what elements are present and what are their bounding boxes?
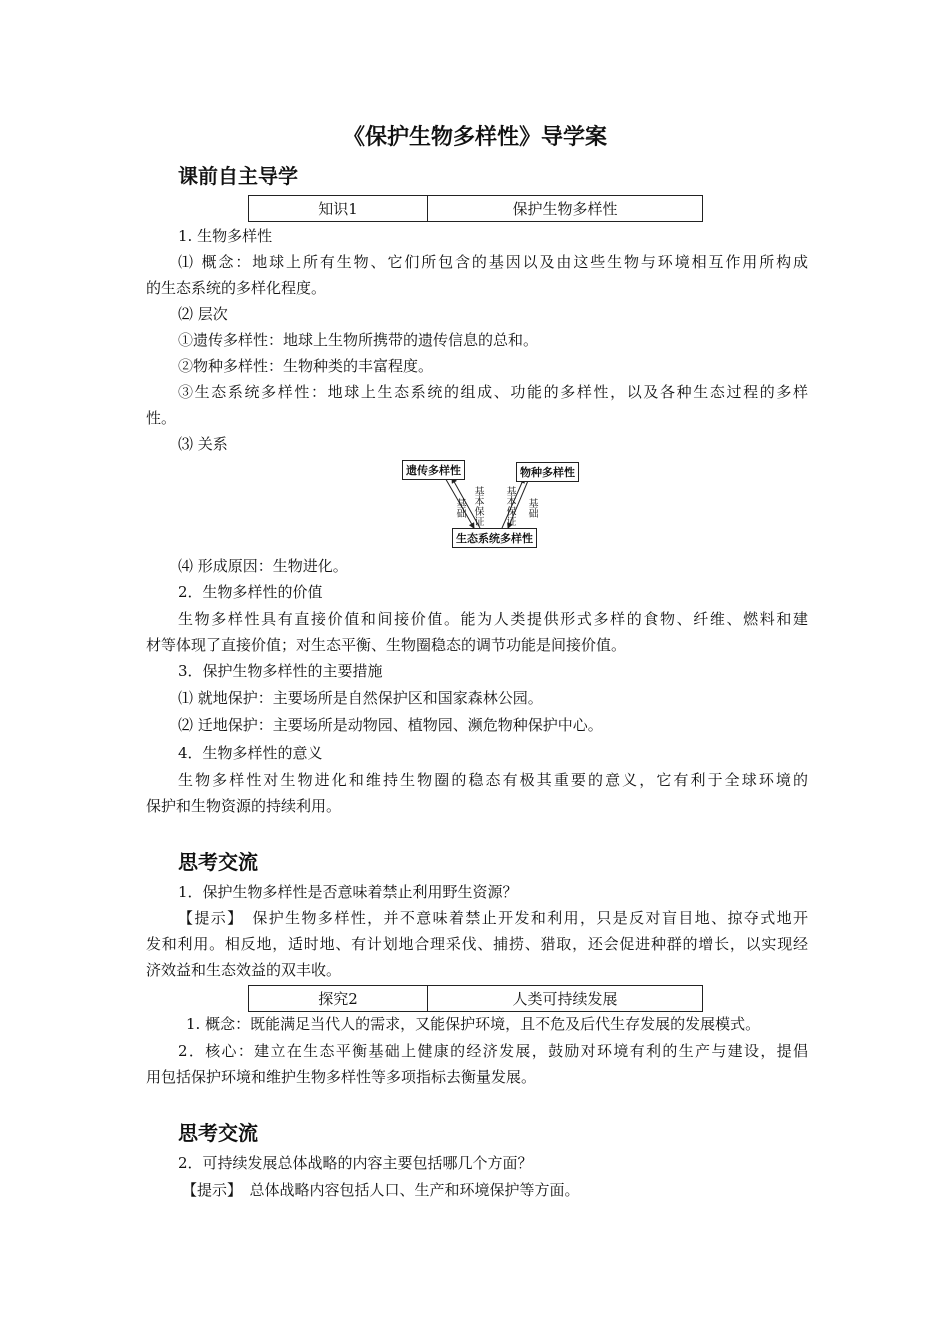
table-cell-inquiry-topic: 人类可持续发展 xyxy=(428,986,703,1012)
text-line: ⑷ 形成原因：生物进化。 xyxy=(178,557,348,575)
text-line: ⑶ 关系 xyxy=(178,435,228,453)
table-cell-inquiry-label: 探究2 xyxy=(249,986,428,1012)
text-line: 用包括保护环境和维护生物多样性等多项指标去衡量发展。 xyxy=(146,1068,537,1086)
text-line: 1．保护生物多样性是否意味着禁止利用野生资源？ xyxy=(178,883,518,901)
text-line: ①遗传多样性：地球上生物所携带的遗传信息的总和。 xyxy=(178,331,539,349)
text-line: 【提示】 保护生物多样性，并不意味着禁止开发和利用，只是反对盲目地、掠夺式地开 xyxy=(178,909,808,927)
text-line: 1. 概念：既能满足当代人的需求，又能保护环境，且不危及后代生存发展的发展模式。 xyxy=(186,1015,761,1033)
text-line: 济效益和生态效益的双丰收。 xyxy=(146,961,342,979)
text-line: 2．可持续发展总体战略的内容主要包括哪几个方面？ xyxy=(178,1154,533,1172)
text-line: 3．保护生物多样性的主要措施 xyxy=(178,662,383,680)
text-line: 材等体现了直接价值；对生态平衡、生物圈稳态的调节功能是间接价值。 xyxy=(146,636,627,654)
document-title: 《保护生物多样性》导学案 xyxy=(342,125,607,150)
diagram-box-species: 物种多样性 xyxy=(516,462,579,482)
table-cell-knowledge-topic: 保护生物多样性 xyxy=(428,196,703,222)
diagram-label-basis-right: 基础 xyxy=(526,498,537,518)
biodiversity-relationship-diagram xyxy=(398,458,588,550)
text-line: 4．生物多样性的意义 xyxy=(178,744,323,762)
text-line: ⑵ 层次 xyxy=(178,305,228,323)
text-line: 2．核心：建立在生态平衡基础上健康的经济发展，鼓励对环境有利的生产与建设，提倡 xyxy=(178,1042,808,1060)
text-line: 的生态系统的多样化程度。 xyxy=(146,279,327,297)
text-line: ②物种多样性：生物种类的丰富程度。 xyxy=(178,357,434,375)
text-line: ⑵ 迁地保护：主要场所是动物园、植物园、濒危物种保护中心。 xyxy=(178,716,603,734)
section-heading-preview: 课前自主导学 xyxy=(178,164,298,188)
text-line: 保护和生物资源的持续利用。 xyxy=(146,797,342,815)
diagram-box-genetic: 遗传多样性 xyxy=(402,460,465,480)
text-line: 生物多样性具有直接价值和间接价值。能为人类提供形式多样的食物、纤维、燃料和建 xyxy=(178,610,808,628)
diagram-label-guarantee-left: 基本保证 xyxy=(472,486,483,526)
text-line: 【提示】 总体战略内容包括人口、生产和环境保护等方面。 xyxy=(182,1181,580,1199)
diagram-label-guarantee-right: 基本保证 xyxy=(504,486,515,526)
diagram-box-ecosystem: 生态系统多样性 xyxy=(452,528,537,548)
knowledge-table xyxy=(248,195,703,222)
inquiry-table xyxy=(248,985,703,1012)
text-line: 2．生物多样性的价值 xyxy=(178,583,323,601)
text-line: ③生态系统多样性：地球上生态系统的组成、功能的多样性，以及各种生态过程的多样 xyxy=(178,383,808,401)
section-heading-discussion-2: 思考交流 xyxy=(178,1121,258,1145)
section-heading-discussion-1: 思考交流 xyxy=(178,850,258,874)
text-line: 性。 xyxy=(146,409,177,427)
table-cell-knowledge-label: 知识1 xyxy=(249,196,428,222)
text-line: 生物多样性对生物进化和维持生物圈的稳态有极其重要的意义，它有利于全球环境的 xyxy=(178,771,808,789)
text-line: 发和利用。相反地，适时地、有计划地合理采伐、捕捞、猎取，还会促进种群的增长，以实现经 xyxy=(146,935,808,953)
text-line: ⑴ 概念：地球上所有生物、它们所包含的基因以及由这些生物与环境相互作用所构成 xyxy=(178,253,808,271)
text-line: 1. 生物多样性 xyxy=(178,227,273,245)
diagram-label-basis-left: 基础 xyxy=(454,498,465,518)
text-line: ⑴ 就地保护：主要场所是自然保护区和国家森林公园。 xyxy=(178,689,543,707)
